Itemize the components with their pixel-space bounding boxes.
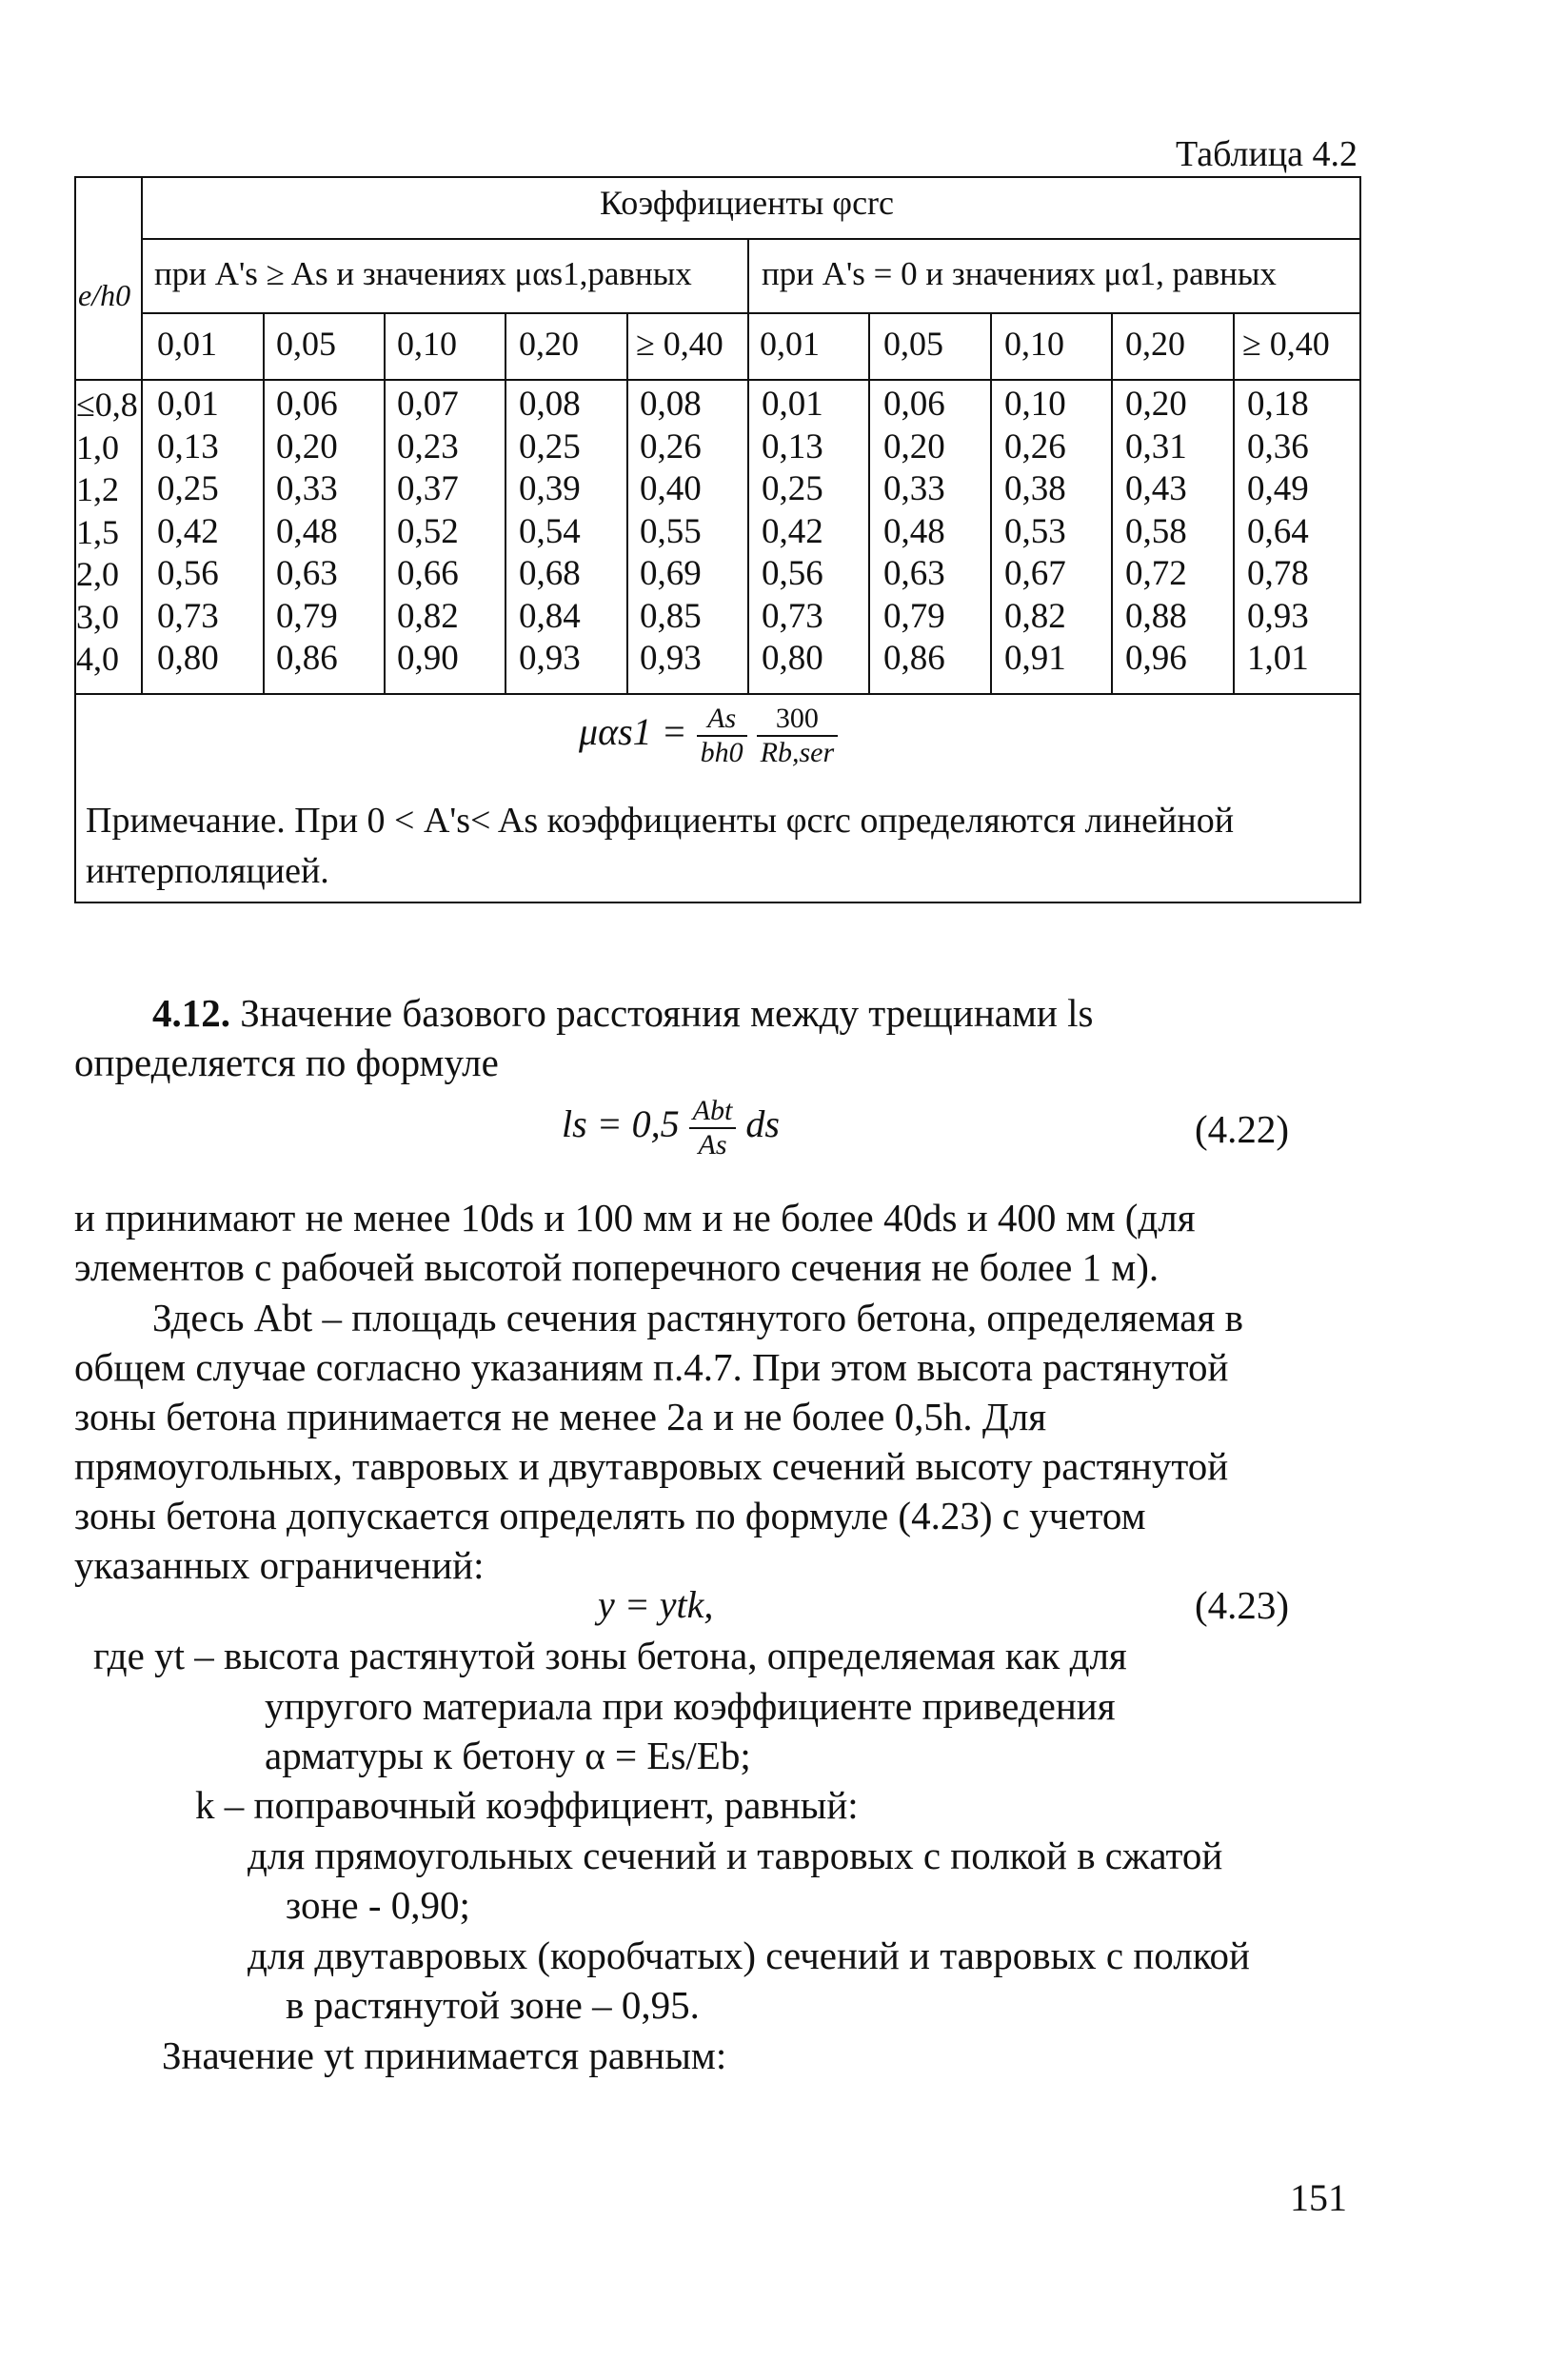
table-cell: 0,08 [640,385,702,424]
table-cell: 1,01 [1247,639,1309,678]
data-column [1125,384,1187,681]
table-cell: 0,79 [276,596,338,636]
table-note: интерполяцией. [86,851,329,891]
table-cell: 0,36 [1247,426,1309,466]
table-cell: 0,06 [276,385,338,424]
header-group2: при A's = 0 и значениях μα1, равных [762,255,1277,292]
table-cell: 0,85 [640,596,702,636]
table-cell: 0,42 [157,511,219,551]
subheader-cell: 0,10 [1004,325,1064,363]
table-cell: 0,93 [1247,596,1309,636]
intro-text: Значение базового расстояния между трещинами ls [240,991,1094,1035]
table-cell: 0,63 [883,554,945,593]
table-cell: 0,66 [397,554,459,593]
table-cell: 0,54 [519,511,581,551]
formula-number: (4.23) [1195,1583,1290,1627]
table-cell: 0,73 [157,596,219,636]
subheader-cell: ≥ 0,40 [636,325,723,363]
table-note: Примечание. При 0 < A's< As коэффициенты φcrc определяются линейной [86,801,1235,841]
formula-4-22 [562,1095,780,1161]
table-cell: 0,37 [397,469,459,508]
table-cell: 0,20 [276,426,338,466]
formula-lhs: ls = 0,5 [562,1102,680,1146]
table-cell: 0,82 [397,596,459,636]
table-cell: 0,13 [762,426,823,466]
table-cell: 0,42 [762,511,823,551]
subheader-cell: 0,05 [276,325,336,363]
table-cell: 0,96 [1125,639,1187,678]
table-cell: 0,91 [1004,639,1066,678]
table-cell: 0,26 [640,426,702,466]
formula-denominator: bh0 [700,737,743,768]
formula-numerator: As [697,703,747,737]
table-cell: 0,26 [1004,426,1066,466]
table-formula [579,703,838,769]
table-cell: 0,86 [883,639,945,678]
formula-number: (4.22) [1195,1107,1290,1151]
table-cell: 0,64 [1247,511,1309,551]
formula-numerator: 300 [757,703,839,737]
subheader-cell: ≥ 0,40 [1242,325,1330,363]
formula-4-23: y = ytk, [598,1583,714,1626]
header-group1: при A's ≥ As и значениях μαs1,равных [154,255,692,292]
table-cell: 0,10 [1004,385,1066,424]
table-cell: 0,31 [1125,426,1187,466]
subheader-cell: 0,20 [1125,325,1185,363]
table-cell: 0,80 [157,639,219,678]
data-column [1247,384,1309,681]
row-label: 4,0 [76,640,119,678]
page-number: 151 [1290,2176,1347,2219]
paragraph-line: Здесь Abt – площадь сечения растянутого бетона, определяемая в [152,1296,1243,1339]
table-cell: 0,48 [883,511,945,551]
table-cell: 0,33 [883,469,945,508]
table-cell: 0,69 [640,554,702,593]
table-cell: 0,33 [276,469,338,508]
formula-rhs: ds [745,1102,780,1146]
header-row-label: e/h0 [78,278,131,312]
table-cell: 0,20 [883,426,945,466]
data-column [1004,384,1066,681]
table-cell: 0,93 [519,639,581,678]
data-column [276,384,338,681]
table-cell: 0,86 [276,639,338,678]
table-cell: 0,56 [762,554,823,593]
paragraph-line: арматуры к бетону α = Es/Eb; [265,1734,751,1777]
table-cell: 0,01 [157,385,219,424]
row-labels-column [76,384,138,681]
table-cell: 0,25 [519,426,581,466]
table-cell: 0,55 [640,511,702,551]
table-cell: 0,40 [640,469,702,508]
data-column [519,384,581,681]
table-cell: 0,38 [1004,469,1066,508]
section-intro [152,990,1093,1036]
table-cell: 0,79 [883,596,945,636]
data-column [640,384,702,681]
row-label: 1,5 [76,512,119,551]
paragraph-line: Значение yt принимается равным: [162,2033,727,2077]
row-label: 1,0 [76,427,119,466]
data-column [883,384,945,681]
row-label: 1,2 [76,470,119,508]
paragraph-line: прямоугольных, тавровых и двутавровых сечений высоту растянутой [74,1444,1229,1488]
subheader-cell: 0,10 [397,325,457,363]
data-column [397,384,459,681]
table-cell: 0,53 [1004,511,1066,551]
table-cell: 0,80 [762,639,823,678]
paragraph-line: для прямоугольных сечений и тавровых с полкой в сжатой [248,1834,1223,1877]
paragraph-line: зоне - 0,90; [286,1883,470,1927]
table-cell: 0,88 [1125,596,1187,636]
table-cell: 0,67 [1004,554,1066,593]
subheader-cell: 0,01 [760,325,820,363]
table-caption: Таблица 4.2 [1176,134,1358,174]
header-coefficients: Коэффициенты φcrc [600,184,895,222]
table-cell: 0,93 [640,639,702,678]
table-cell: 0,23 [397,426,459,466]
row-label: 2,0 [76,555,119,593]
paragraph-line: указанных ограничений: [74,1543,485,1587]
paragraph-line: и принимают не менее 10ds и 100 мм и не более 40ds и 400 мм (для [74,1196,1196,1240]
table-cell: 0,58 [1125,511,1187,551]
formula-denominator: As [698,1129,727,1160]
paragraph-line: упругого материала при коэффициенте приведения [265,1684,1116,1728]
row-label: 3,0 [76,597,119,636]
subheader-cell: 0,20 [519,325,579,363]
section-number: 4.12. [152,991,230,1035]
table-cell: 0,43 [1125,469,1187,508]
formula-numerator: Abt [689,1095,737,1129]
table-cell: 0,13 [157,426,219,466]
table-cell: 0,82 [1004,596,1066,636]
paragraph-line: где yt – высота растянутой зоны бетона, определяемая как для [93,1634,1127,1677]
subheader-cell: 0,05 [883,325,943,363]
table-cell: 0,56 [157,554,219,593]
table-cell: 0,48 [276,511,338,551]
table-cell: 0,06 [883,385,945,424]
table-cell: 0,18 [1247,385,1309,424]
formula-lhs: μαs1 = [579,710,687,754]
table-cell: 0,39 [519,469,581,508]
table-cell: 0,73 [762,596,823,636]
table-cell: 0,01 [762,385,823,424]
table-cell: 0,84 [519,596,581,636]
table-cell: 0,49 [1247,469,1309,508]
subheader-cell: 0,01 [157,325,217,363]
table-cell: 0,52 [397,511,459,551]
table-cell: 0,72 [1125,554,1187,593]
table-cell: 0,25 [762,469,823,508]
table-cell: 0,78 [1247,554,1309,593]
formula-denominator: Rb,ser [760,737,835,768]
table-cell: 0,08 [519,385,581,424]
table-cell: 0,63 [276,554,338,593]
paragraph-line: зоны бетона допускается определять по формуле (4.23) с учетом [74,1494,1146,1537]
table-cell: 0,68 [519,554,581,593]
table-cell: 0,90 [397,639,459,678]
data-column [762,384,823,681]
table-cell: 0,25 [157,469,219,508]
intro-text: определяется по формуле [74,1041,499,1084]
row-label: ≤0,8 [76,386,138,424]
paragraph-line: для двутавровых (коробчатых) сечений и тавровых с полкой [248,1934,1250,1977]
table-cell: 0,07 [397,385,459,424]
paragraph-line: элементов с рабочей высотой поперечного сечения не более 1 м). [74,1245,1160,1289]
paragraph-line: общем случае согласно указаниям п.4.7. При этом высота растянутой [74,1345,1229,1389]
paragraph-line: в растянутой зоне – 0,95. [286,1983,700,2027]
data-column [157,384,219,681]
table-cell: 0,20 [1125,385,1187,424]
paragraph-line: k – поправочный коэффициент, равный: [195,1783,859,1827]
paragraph-line: зоны бетона принимается не менее 2a и не более 0,5h. Для [74,1395,1047,1438]
